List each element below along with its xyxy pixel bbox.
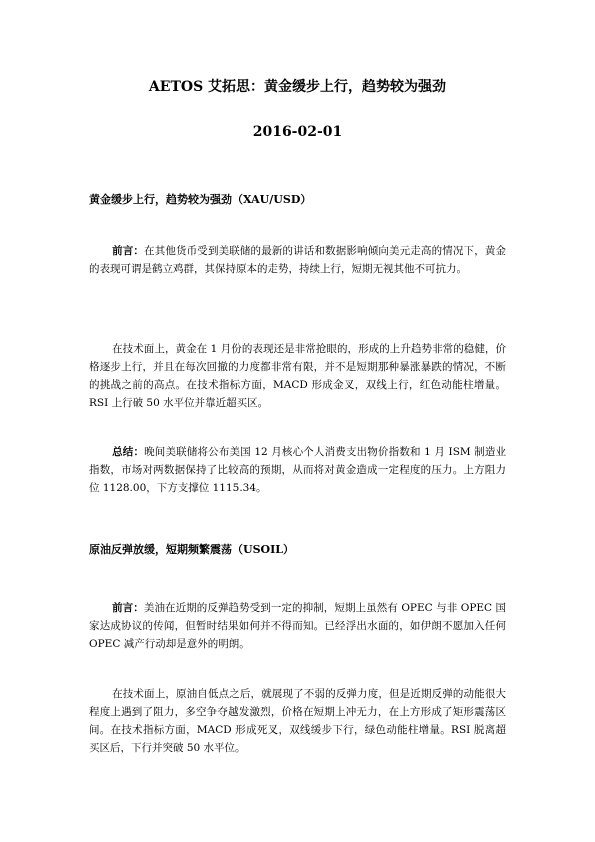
paragraph-label: 前言： (112, 245, 145, 257)
paragraph-label: 前言： (112, 602, 144, 614)
paragraph-text: 在技术面上，原油自低点之后，就展现了不弱的反弹力度，但是近期反弹的动能很大程度上遇到了阻力，多空争夺越发激烈，价格在短期上冲无力，在上方形成了矩形震荡区间。在技术指标方面，MACD 形成死叉，双线缓步下行，绿色动能柱增量。RSI 脱离超买区后，下行并突破 50 水平位。 (89, 688, 506, 754)
oil-technical-paragraph (89, 685, 506, 757)
document-title: AETOS 艾拓思：黄金缓步上行，趋势较为强劲 (148, 79, 447, 95)
gold-summary-paragraph (89, 443, 506, 497)
gold-technical-paragraph (89, 340, 506, 412)
section-heading-gold: 黄金缓步上行，趋势较为强劲（XAU/USD） (89, 193, 312, 206)
paragraph-text: 在技术面上，黄金在 1 月份的表现还是非常抢眼的，形成的上升趋势非常的稳健，价格逐步上行，并且在每次回撤的力度都非常有限，并不是短期那种暴涨暴跌的情况，不断的挑战之前的高点。在技术指标方面，MACD 形成金叉，双线上行，红色动能柱增量。RSI 上行破 50 水平位并靠近超买区。 (89, 343, 506, 409)
document-date: 2016-02-01 (252, 124, 343, 140)
paragraph-text: 晚间美联储将公布美国 12 月核心个人消费支出物价指数和 1 月 ISM 制造业指数，市场对两数据保持了比较高的预期，从而将对黄金造成一定程度的压力。上方阻力位 1128.00，下方支撑位 1115.34。 (89, 446, 506, 494)
oil-preface-paragraph (89, 599, 506, 653)
section-heading-oil: 原油反弹放缓，短期频繁震荡（USOIL） (89, 543, 294, 556)
paragraph-text: 美油在近期的反弹趋势受到一定的抑制，短期上虽然有 OPEC 与非 OPEC 国家达成协议的传闻，但暂时结果如何并不得而知。已经浮出水面的，如伊朗不愿加入任何 OPEC 减产行动却是意外的明朗。 (89, 602, 507, 650)
paragraph-label: 总结： (112, 446, 145, 458)
gold-preface-paragraph (89, 242, 506, 278)
paragraph-text: 在其他货币受到美联储的最新的讲话和数据影响倾向美元走高的情况下，黄金的表现可谓是鹤立鸡群，其保持原本的走势，持续上行，短期无视其他不可抗力。 (89, 245, 507, 275)
